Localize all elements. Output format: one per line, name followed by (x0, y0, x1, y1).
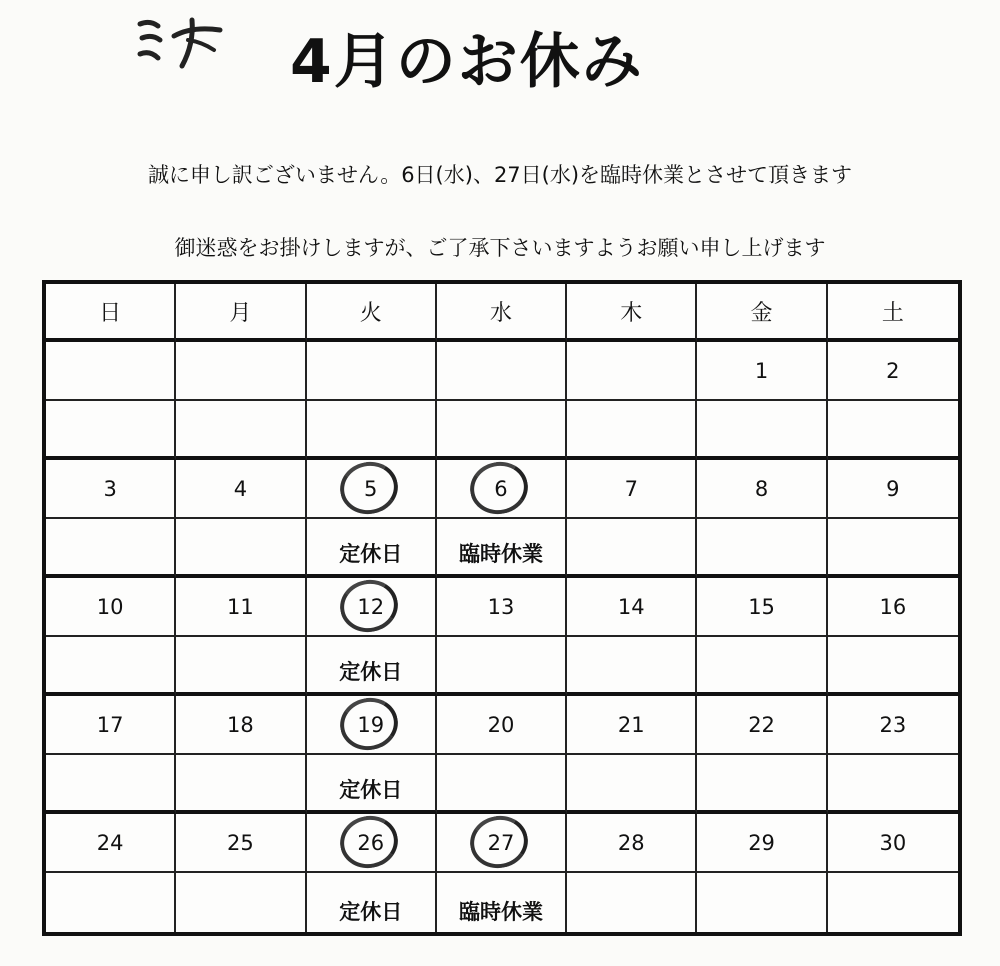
day-note-cell (307, 637, 437, 696)
day-note-cell (567, 637, 697, 696)
day-number: 28 (617, 830, 645, 855)
notice-line-1: 誠に申し訳ございません。6日(水)、27日(水)を臨時休業とさせて頂きます (147, 163, 853, 187)
day-cell (46, 460, 176, 519)
day-number: 15 (748, 594, 775, 619)
day-cell (828, 578, 958, 637)
day-number: 17 (96, 712, 124, 737)
day-note-cell (46, 401, 176, 460)
day-note-cell (46, 873, 176, 932)
day-note-cell (437, 401, 567, 460)
day-note-cell (697, 873, 827, 932)
weekday-header: 水 (437, 284, 567, 342)
day-number: 3 (103, 476, 117, 501)
day-cell (567, 814, 697, 873)
day-cell (46, 696, 176, 755)
day-note-cell (697, 755, 827, 814)
weekday-header: 火 (307, 284, 437, 342)
day-cell (697, 814, 827, 873)
day-number: 24 (96, 830, 124, 855)
day-note-cell (828, 755, 958, 814)
day-note-cell (828, 519, 958, 578)
day-number: 20 (487, 712, 515, 737)
day-number: 18 (227, 712, 254, 737)
day-note-cell (307, 873, 437, 932)
day-number: 14 (617, 594, 645, 619)
day-note-cell (437, 637, 567, 696)
day-cell (176, 460, 306, 519)
day-number: 26 (357, 830, 385, 855)
day-number: 16 (879, 594, 907, 619)
day-note-cell (307, 401, 437, 460)
day-note-cell (307, 519, 437, 578)
day-cell (176, 814, 306, 873)
day-number: 5 (364, 476, 378, 501)
day-cell (437, 342, 567, 401)
day-number: 6 (494, 476, 508, 501)
page-title: 4月のお休み (290, 27, 644, 97)
closure-note: 定休日 (339, 542, 403, 566)
day-cell (307, 578, 437, 637)
day-note-cell (697, 637, 827, 696)
day-cell (46, 578, 176, 637)
day-cell (176, 342, 306, 401)
day-note-cell (46, 755, 176, 814)
day-number: 22 (748, 712, 775, 737)
weekday-header: 土 (828, 284, 958, 342)
day-note-cell (176, 519, 306, 578)
closure-note: 臨時休業 (458, 900, 543, 924)
weekday-header: 月 (176, 284, 306, 342)
day-number: 12 (357, 594, 385, 619)
day-number: 11 (227, 594, 254, 619)
closure-note: 定休日 (339, 660, 403, 684)
day-cell (437, 696, 567, 755)
day-note-cell (437, 519, 567, 578)
day-cell (828, 696, 958, 755)
day-cell (307, 460, 437, 519)
day-number: 9 (886, 476, 900, 501)
day-number: 2 (886, 358, 900, 383)
day-note-cell (437, 755, 567, 814)
weekday-header: 日 (46, 284, 176, 342)
day-cell (307, 342, 437, 401)
day-cell (46, 814, 176, 873)
day-number: 1 (754, 358, 769, 383)
day-cell (828, 342, 958, 401)
day-cell (697, 342, 827, 401)
day-cell (697, 460, 827, 519)
day-cell (176, 578, 306, 637)
day-number: 29 (748, 830, 775, 855)
closure-note: 臨時休業 (458, 542, 543, 566)
day-note-cell (176, 755, 306, 814)
day-number: 30 (879, 830, 907, 855)
day-number: 19 (357, 712, 385, 737)
day-note-cell (828, 401, 958, 460)
day-note-cell (176, 401, 306, 460)
day-cell (437, 814, 567, 873)
day-cell (697, 578, 827, 637)
day-number: 7 (624, 476, 638, 501)
day-cell (437, 578, 567, 637)
day-cell (697, 696, 827, 755)
day-number: 23 (879, 712, 907, 737)
day-note-cell (828, 873, 958, 932)
day-number: 27 (487, 830, 515, 855)
day-note-cell (437, 873, 567, 932)
weekday-header: 木 (567, 284, 697, 342)
day-number: 4 (233, 476, 248, 501)
weekday-header: 金 (697, 284, 827, 342)
day-number: 21 (617, 712, 645, 737)
closure-note: 定休日 (339, 778, 403, 802)
day-note-cell (176, 637, 306, 696)
day-cell (307, 696, 437, 755)
day-number: 13 (487, 594, 515, 619)
day-note-cell (46, 519, 176, 578)
day-note-cell (307, 755, 437, 814)
day-cell (46, 342, 176, 401)
day-note-cell (176, 873, 306, 932)
day-number: 8 (754, 476, 769, 501)
notice-line-2: 御迷惑をお掛けしますが、ご了承下さいますようお願い申し上げます (174, 236, 826, 260)
handwritten-mark (132, 10, 232, 72)
day-cell (567, 696, 697, 755)
day-cell (828, 814, 958, 873)
day-cell (307, 814, 437, 873)
day-cell (437, 460, 567, 519)
day-note-cell (46, 637, 176, 696)
day-number: 10 (96, 594, 124, 619)
day-cell (567, 460, 697, 519)
calendar-grid (42, 280, 962, 936)
day-note-cell (567, 755, 697, 814)
day-number: 25 (227, 830, 254, 855)
day-note-cell (567, 873, 697, 932)
day-note-cell (697, 401, 827, 460)
closure-note: 定休日 (339, 900, 403, 924)
day-cell (176, 696, 306, 755)
day-note-cell (567, 401, 697, 460)
day-cell (567, 578, 697, 637)
day-note-cell (828, 637, 958, 696)
day-note-cell (697, 519, 827, 578)
day-cell (828, 460, 958, 519)
day-note-cell (567, 519, 697, 578)
day-cell (567, 342, 697, 401)
